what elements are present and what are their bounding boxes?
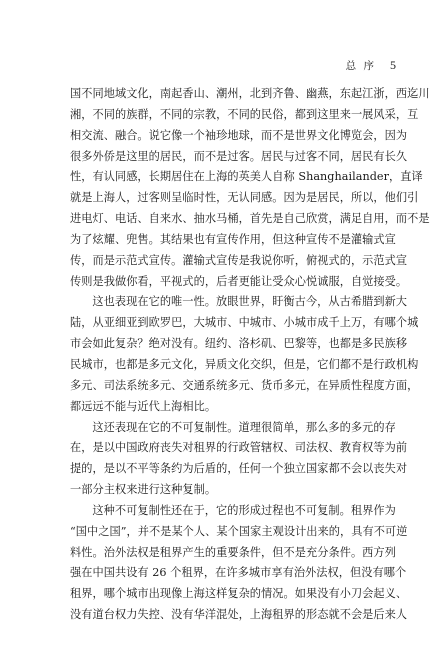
text-line: 料性。治外法权是租界产生的重要条件，但不是充分条件。西方列	[70, 545, 396, 559]
running-head	[346, 58, 396, 73]
text-line: 这还表现在它的不可复制性。道理很简单，那么多的多元的存	[92, 420, 396, 434]
page-number: 5	[390, 58, 396, 72]
text-line: 这种不可复制性还在于，它的形成过程也不可复制。租界作为	[92, 503, 396, 517]
body-text	[70, 84, 430, 626]
text-line: 在，是以中国政府丧失对租界的行政管辖权、司法权、教育权等为前	[70, 441, 408, 455]
text-line: 强在中国共设有 26 个租界，在许多城市享有治外法权，但没有哪个	[70, 566, 407, 580]
text-line: 湘，不同的族群，不同的宗教，不同的民俗，都到这里来一展风采，互	[70, 107, 419, 121]
text-line: 进电灯、电话、自来水、抽水马桶，首先是自己欣赏，满足自用，而不是	[70, 212, 430, 226]
text-line: 传，而是示范式宣传。灌输式宣传是我说你听，俯视式的，示范式宣	[70, 253, 408, 267]
text-line: 市会如此复杂？绝对没有。纽约、洛杉矶、巴黎等，也都是多民族移	[70, 337, 408, 351]
text-line: 相交流、融合。说它像一个袖珍地球，而不是世界文化博览会，因为	[70, 128, 408, 142]
paragraph-2	[70, 292, 419, 417]
text-line: 都远远不能与近代上海相比。	[70, 399, 217, 413]
section-title: 总 序	[345, 60, 376, 72]
paragraph-3	[70, 418, 408, 501]
text-line: “国中之国”，并不是某个人、某个国家主观设计出来的，具有不可逆	[70, 524, 408, 538]
text-line: 就是上海人，过客则呈临时性，无认同感。因为是居民，所以，他们引	[70, 191, 419, 205]
text-line: 多元、司法系统多元、交通系统多元、货币多元，在异质性程度方面，	[70, 378, 419, 392]
text-line: 这也表现在它的唯一性。放眼世界，盱衡古今，从古希腊到新大	[92, 295, 408, 309]
text-line: 为了炫耀、兜售。其结果也有宣传作用，但这种宣传不是灌输式宣	[70, 232, 396, 246]
text-line: 提的，是以不平等条约为后盾的，任何一个独立国家都不会以丧失对	[70, 462, 408, 476]
text-line: 民城市，也都是多元文化，异质文化交织，但是，它们都不是行政机构	[70, 357, 419, 371]
text-line: 租界，哪个城市出现像上海这样复杂的情况。如果没有小刀会起义、	[70, 587, 408, 601]
text-line: 一部分主权来进行这种复制。	[70, 483, 217, 497]
text-line: 很多外侨是这里的居民，而不是过客。居民与过客不同，居民有长久	[70, 149, 408, 163]
paragraph-4	[70, 501, 408, 626]
text-line: 传则是我做你看，平视式的，后者更能让受众心悦诚服，自觉接受。	[70, 274, 408, 288]
text-line: 性，有认同感，长期居住在上海的英美人自称 Shanghailander，直译	[70, 170, 423, 184]
paragraph-1	[70, 84, 430, 292]
text-line: 陆，从亚细亚到欧罗巴，大城市、中城市、小城市成千上万，有哪个城	[70, 316, 419, 330]
text-line: 没有道台权力失控、没有华洋混处，上海租界的形态就不会是后来人	[70, 608, 408, 622]
text-line: 国不同地域文化，南起香山、潮州，北到齐鲁、幽燕，东起江浙，西迄川	[70, 87, 430, 100]
